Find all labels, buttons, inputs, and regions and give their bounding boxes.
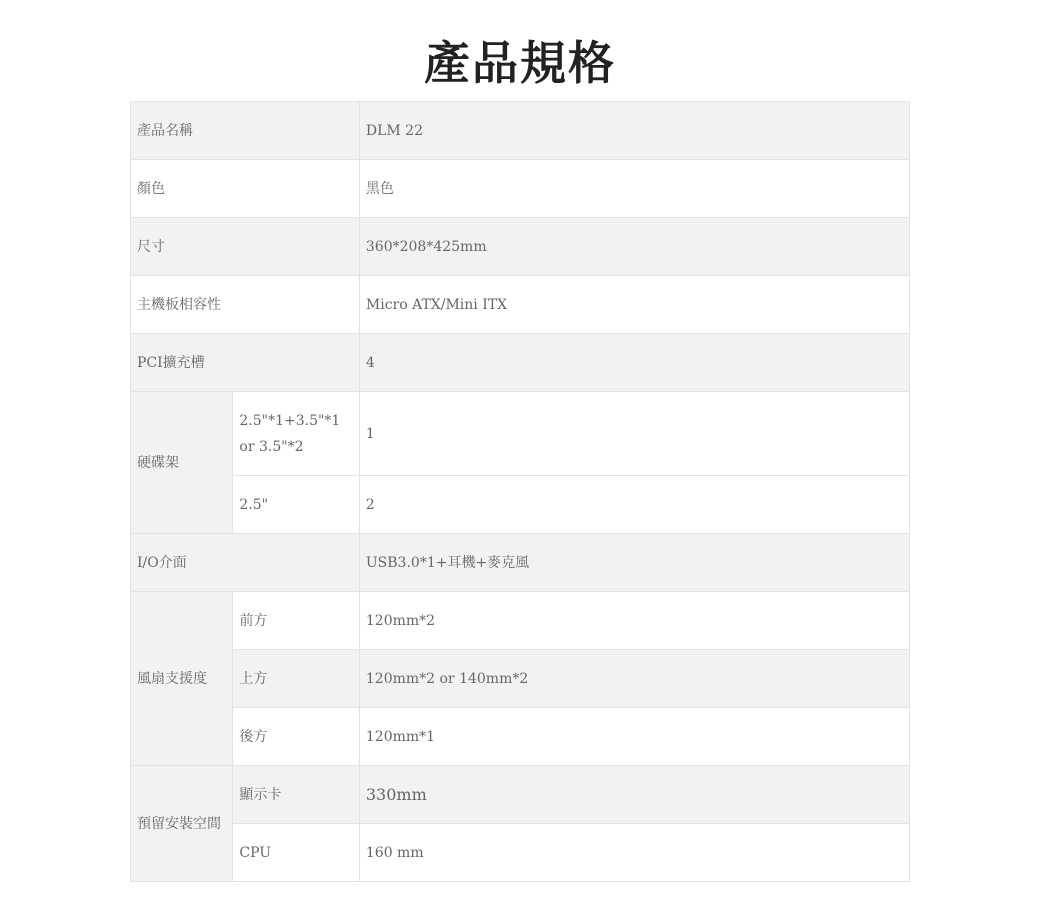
spec-row-name (131, 102, 910, 160)
spec-sublabel: 2.5"*1+3.5"*1 or 3.5"*2 (233, 392, 359, 476)
spec-row-io (131, 534, 910, 592)
spec-sublabel: CPU (233, 824, 359, 882)
spec-row-pci (131, 334, 910, 392)
spec-row-clearance-cpu (131, 824, 910, 882)
spec-row-motherboard (131, 276, 910, 334)
spec-value: 黑色 (359, 160, 909, 218)
spec-value: USB3.0*1+耳機+麥克風 (359, 534, 909, 592)
spec-value: 1 (359, 392, 909, 476)
spec-sublabel: 顯示卡 (233, 766, 359, 824)
spec-label: 風扇支援度 (131, 592, 233, 766)
spec-row-drive-bay (131, 392, 910, 476)
spec-row-size (131, 218, 910, 276)
spec-label: 主機板相容性 (131, 276, 360, 334)
spec-value: 2 (359, 476, 909, 534)
spec-value: 330mm (359, 766, 909, 824)
page-title: 產品規格 (424, 36, 616, 90)
spec-value: 120mm*1 (359, 708, 909, 766)
spec-table (130, 101, 910, 882)
spec-row-fan-top (131, 650, 910, 708)
spec-value: Micro ATX/Mini ITX (359, 276, 909, 334)
spec-sublabel: 2.5" (233, 476, 359, 534)
spec-label: 預留安裝空間 (131, 766, 233, 882)
spec-value: 360*208*425mm (359, 218, 909, 276)
spec-sublabel: 前方 (233, 592, 359, 650)
spec-value: 120mm*2 (359, 592, 909, 650)
spec-row-drive-bay-2 (131, 476, 910, 534)
spec-label: PCI擴充槽 (131, 334, 360, 392)
spec-row-fan-rear (131, 708, 910, 766)
spec-value: 4 (359, 334, 909, 392)
spec-row-clearance-gpu (131, 766, 910, 824)
spec-value: DLM 22 (359, 102, 909, 160)
spec-sublabel: 後方 (233, 708, 359, 766)
spec-label: 硬碟架 (131, 392, 233, 534)
spec-row-fan-front (131, 592, 910, 650)
spec-label: 顏色 (131, 160, 360, 218)
spec-value: 120mm*2 or 140mm*2 (359, 650, 909, 708)
spec-row-color (131, 160, 910, 218)
spec-label: 產品名稱 (131, 102, 360, 160)
spec-label: I/O介面 (131, 534, 360, 592)
spec-label: 尺寸 (131, 218, 360, 276)
spec-value: 160 mm (359, 824, 909, 882)
spec-sublabel: 上方 (233, 650, 359, 708)
